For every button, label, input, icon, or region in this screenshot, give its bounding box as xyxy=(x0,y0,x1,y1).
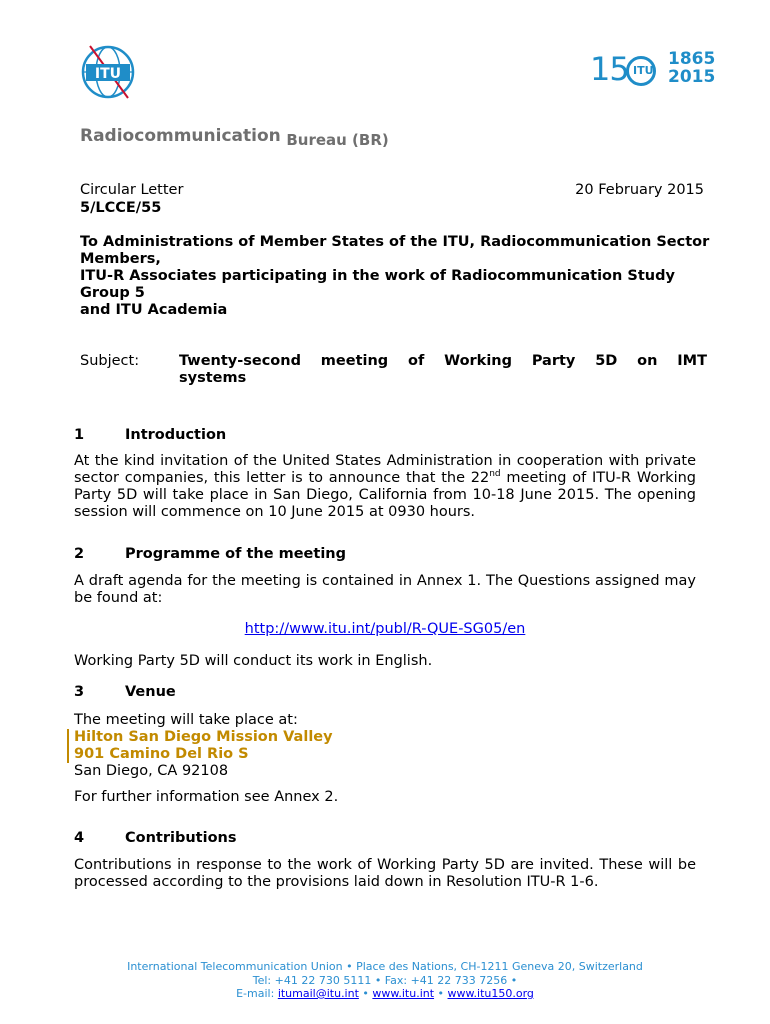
bureau-title: Radiocommunication Bureau (BR) xyxy=(80,126,389,149)
footer-contacts: E-mail: itumail@itu.int • www.itu.int • www.itu150.org xyxy=(236,987,534,1000)
itu-150-logo xyxy=(590,48,716,94)
questions-link-row xyxy=(74,621,696,638)
venue-hotel: Hilton San Diego Mission Valley xyxy=(74,729,333,745)
subject-text: Twenty-second meeting of Working Party 5D on IMT systems xyxy=(179,353,707,386)
venue-change-bar xyxy=(67,729,69,763)
venue-block: The meeting will take place at: Hilton San Diego Mission Valley 901 Camino Del Rio S San Diego, CA 92108 xyxy=(74,712,694,780)
section-2-body: A draft agenda for the meeting is contained in Annex 1. The Questions assigned may be found at: xyxy=(74,573,696,606)
section-1-number: 1 xyxy=(74,427,85,443)
anniversary-years: 1865 2015 xyxy=(668,49,716,87)
footer-itu150-link[interactable]: www.itu150.org xyxy=(447,987,534,1000)
anniversary-ring-icon: ITU xyxy=(626,56,656,86)
letter-type: Circular Letter xyxy=(80,182,184,198)
section-4-number: 4 xyxy=(74,830,85,846)
section-2-language: Working Party 5D will conduct its work in English. xyxy=(74,653,433,669)
venue-street: 901 Camino Del Rio S xyxy=(74,746,249,762)
section-1-title: Introduction xyxy=(125,427,227,443)
addressees: To Administrations of Member States of the ITU, Radiocommunication Sector Members, ITU-R Associates participating in the work of Radiocommunication Study Group 5 and ITU Academia xyxy=(80,234,710,318)
section-4-body: Contributions in response to the work of Working Party 5D are invited. These will be processed according to the provisions laid down in Resolution ITU-R 1-6. xyxy=(74,857,696,890)
letter-date: 20 February 2015 xyxy=(575,182,704,198)
section-1-body: At the kind invitation of the United States Administration in cooperation with private sector companies, this letter is to announce that the 22nd meeting of ITU-R Working Party 5D will take place in San Diego, California from 10-18 June 2015. The opening session will commence on 10 June 2015 at 0930 hours. xyxy=(74,453,696,520)
footer-phone: Tel: +41 22 730 5111 • Fax: +41 22 733 7256 • xyxy=(252,973,518,987)
section-3-more: For further information see Annex 2. xyxy=(74,789,339,805)
section-2-number: 2 xyxy=(74,546,85,562)
svg-text:ITU: ITU xyxy=(94,66,122,82)
itu-logo xyxy=(78,40,138,100)
venue-city: San Diego, CA 92108 xyxy=(74,763,229,779)
questions-link[interactable]: http://www.itu.int/publ/R-QUE-SG05/en xyxy=(244,621,526,637)
footer-email-link[interactable]: itumail@itu.int xyxy=(277,987,359,1000)
section-4-title: Contributions xyxy=(125,830,237,846)
itu-globe-icon xyxy=(78,40,138,100)
footer xyxy=(0,960,770,1001)
section-3-number: 3 xyxy=(74,684,85,700)
footer-address: International Telecommunication Union • Place des Nations, CH-1211 Geneva 20, Switzerland xyxy=(127,960,643,973)
letter-ref: 5/LCCE/55 xyxy=(80,200,162,216)
section-3-title: Venue xyxy=(125,684,176,700)
subject-label: Subject: xyxy=(80,353,140,369)
section-2-title: Programme of the meeting xyxy=(125,546,346,562)
footer-web-link[interactable]: www.itu.int xyxy=(372,987,435,1000)
anniversary-number: 15 xyxy=(590,50,629,88)
